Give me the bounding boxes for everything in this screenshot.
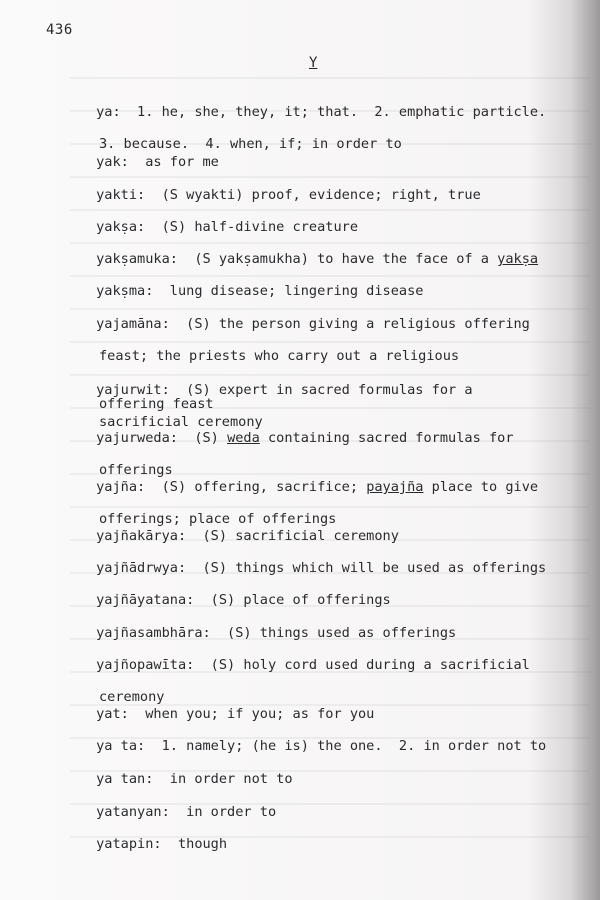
entry-line: yat: when you; if you; as for you (96, 706, 375, 722)
entry-line: yajña: (S) offering, sacrifice; (96, 479, 367, 495)
entry-line: yajñādrwya: (S) things which will be used as offerings (96, 560, 547, 576)
entry-line: containing sacred formulas for (259, 430, 514, 446)
entry-line: yajñakārya: (S) sacrificial ceremony (96, 528, 399, 544)
entry-continuation: offerings; place of offerings (99, 511, 337, 527)
entry-line: yajñasambhāra: (S) things used as offerings (96, 625, 457, 641)
cross-reference: payajña (366, 479, 424, 495)
entry-line: yajñopawīta: (S) holy cord used during a sacrificial (96, 657, 530, 673)
entry-line: ya ta: 1. namely; (he is) the one. 2. in order not to (96, 738, 547, 754)
entry-yatapin (47, 820, 227, 868)
entry-line: yajurwit: (S) expert in sacred formulas for a (96, 382, 473, 398)
entry-line: ya: 1. he, she, they, it; that. 2. emphatic particle. (96, 104, 547, 120)
entry-continuation: offering feast (99, 396, 214, 412)
entry-line: ya tan: in order not to (96, 771, 293, 787)
cross-reference: yakṣa (497, 251, 539, 267)
entry-line: place to give (423, 479, 539, 495)
entry-continuation: 3. because. 4. when, if; in order to (99, 136, 402, 152)
entry-line: yakṣa: (S) half-divine creature (96, 219, 359, 235)
entry-line: yakṣamuka: (S yakṣamukha) to have the face of a (96, 251, 498, 267)
entry-line: yak: as for me (96, 154, 219, 170)
entry-line: yatapin: though (96, 836, 228, 852)
cross-reference: weda (227, 430, 260, 446)
entry-list (47, 88, 592, 852)
entry-line: yajñāyatana: (S) place of offerings (96, 592, 391, 608)
page-number: 436 (46, 22, 73, 38)
entry-continuation: ceremony (99, 689, 165, 705)
entry-line: yatanyan: in order to (96, 804, 277, 820)
entry-line: yakṣma: lung disease; lingering disease (96, 283, 424, 299)
entry-line: yakti: (S wyakti) proof, evidence; right, true (96, 187, 481, 203)
entry-line: yajamāna: (S) the person giving a religious offering (96, 316, 530, 332)
entry-continuation: offerings (99, 462, 173, 478)
entry-continuation: feast; the priests who carry out a religious (99, 348, 460, 364)
entry-continuation: sacrificial ceremony (99, 414, 263, 430)
entry-line: yajurweda: (S) (96, 430, 228, 446)
section-heading: Y (309, 55, 318, 71)
